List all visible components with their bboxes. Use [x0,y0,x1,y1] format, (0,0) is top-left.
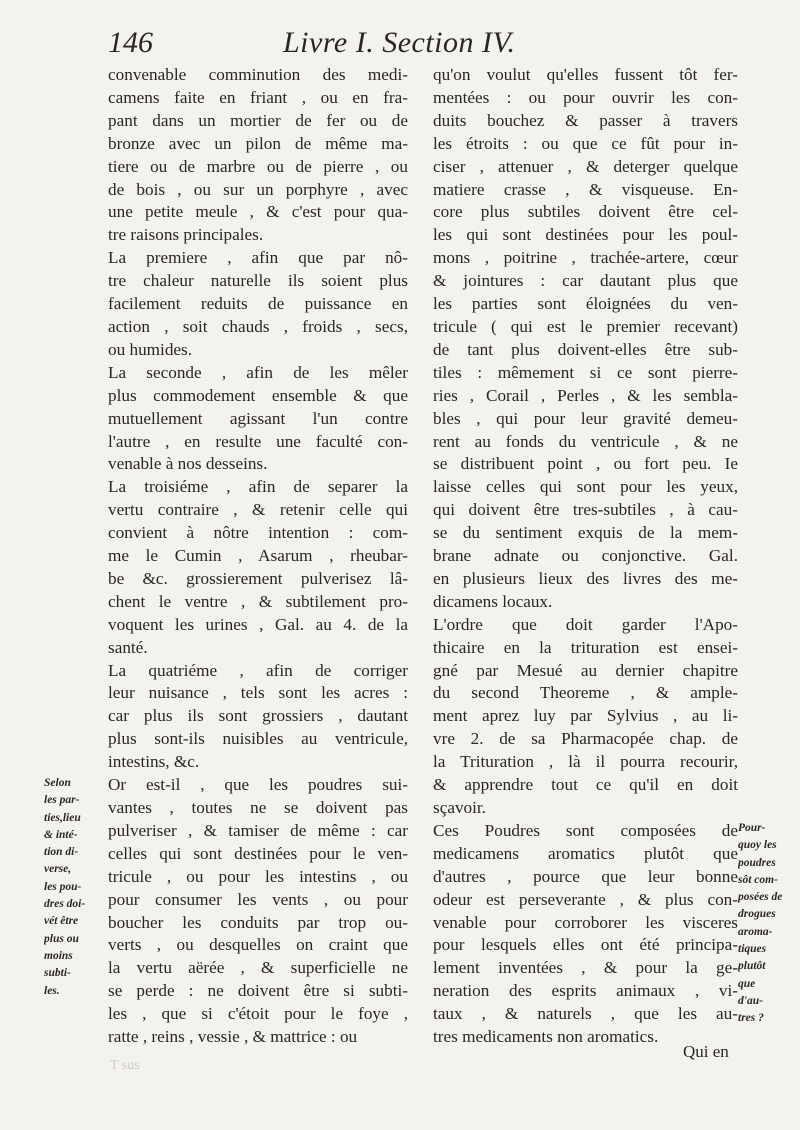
text-line: ries , Corail , Perles , & les sembla- [433,385,738,405]
text-line: tres medicaments non aromatics. [433,1027,659,1047]
margin-note-line: posées de [738,891,783,904]
margin-note-line: sôt com- [738,873,778,886]
text-line: chent le ventre , & subtilement pro- [108,591,408,611]
text-line: & jointures : car dautant plus que [433,271,738,291]
margin-note-line: les. [44,984,60,997]
text-line: laisse celles qui sont pour les yeux, [433,477,738,497]
margin-note-line: les pou- [44,880,82,893]
margin-note-line: plutôt [738,960,766,973]
text-line: facilement reduits de puissance en [108,294,408,314]
margin-note-line: moins [44,949,73,962]
text-line: les , que si c'étoit pour le foye , [108,1004,408,1024]
page-header [108,22,768,66]
margin-note-line: Selon [44,777,71,789]
margin-note-line: verse, [44,863,72,876]
text-line: La seconde , afin de les mêler [108,362,408,382]
margin-note-line: tiques [738,943,767,956]
text-line: venable pour corroborer les visceres [433,912,738,932]
text-line: sçavoir. [433,798,486,817]
text-line: car plus ils sont grossiers , dautant [108,706,408,726]
text-line: tiere ou de marbre ou de pierre , ou [108,156,408,176]
text-line: qu'on voulut qu'elles fussent tôt fer- [433,65,738,84]
text-line: La premiere , afin que par nô- [108,248,408,268]
text-line: boucher les conduits par trop ou- [108,912,408,932]
text-line: tricule , ou pour les intestins , ou [108,866,408,886]
text-line: & apprendre tout ce qu'il en doit [433,775,738,795]
text-line: qui doivent être tres-subtiles , à cau- [433,500,738,520]
running-head: Livre I. Section IV. [283,26,516,59]
margin-note-line: Pour- [738,822,766,834]
text-line: tricule ( qui est le premier recevant) [433,316,738,336]
text-line: se du sentiment exquis de la mem- [433,523,738,543]
text-line: core plus subtiles doivent être cel- [433,202,738,222]
text-line: thicaire en la trituration est ensei- [433,637,738,657]
text-line: pour consumer les vents , ou pour [108,889,408,909]
text-line: l'autre , en resulte une faculté con- [108,431,408,451]
margin-note-line: ties,lieu [44,811,81,824]
text-line: tiles : mêmement si ce sont pierre- [433,362,738,382]
text-line: bles , qui pour leur gravité demeu- [433,408,738,428]
margin-note-line: aroma- [738,925,773,938]
text-line: convenable comminution des medi- [108,65,408,84]
text-line: taux , & naturels , que les au- [433,1004,738,1024]
text-line: venable à nos desseins. [108,454,268,474]
text-line: la vertu aërée , & superficielle ne [108,958,408,978]
text-line: ment aprez luy par Sylvius , au li- [433,706,738,726]
text-line: santé. [108,637,148,657]
margin-note-line: & inté- [44,828,78,841]
left-margin-note [44,775,106,1000]
text-line: Or est-il , que les poudres sui- [108,775,408,795]
text-line: les qui sont destinées pour les poul- [433,225,738,245]
catchword: Qui en [683,1042,729,1061]
text-line: action , soit chauds , froids , secs, [108,316,408,336]
text-line: be &c. grossierement pulverisez lâ- [108,568,408,588]
text-line: lement inventées , & pour la ge- [433,958,738,978]
right-text-column [433,64,738,1049]
text-line: duits bouchez & passer à travers [433,110,738,130]
text-line: ciser , attenuer , & deterger quelque [433,156,738,176]
text-line: neration des esprits animaux , vi- [433,981,738,1001]
right-margin-note [738,820,798,1028]
text-line: mutuellement agissant l'un contre [108,408,408,428]
text-line: celles qui sont destinées pour le ven- [108,843,408,863]
text-line: pant dans un mortier de fer ou de [108,110,408,130]
margin-note-line: tres ? [738,1012,764,1025]
text-line: dicamens locaux. [433,591,553,611]
margin-note-line: plus ou [44,932,79,945]
text-line: leur nuisance , tels sont les acres : [108,683,408,703]
text-line: du second Theoreme , & ample- [433,683,738,703]
text-line: ou humides. [108,339,193,359]
margin-note-line: subti- [44,967,71,980]
text-line: mentées : ou pour ouvrir les con- [433,87,738,107]
text-line: intestins, &c. [108,752,200,772]
text-line: de bois , ou sur un porphyre , avec [108,179,408,199]
text-line: matiere crasse , & visqueuse. En- [433,179,738,199]
text-line: d'autres , pource que leur bonne [433,866,738,886]
text-line: en plusieurs lieux des livres des me- [433,568,738,588]
margin-note-line: tion di- [44,846,79,859]
margin-note-line: dres doi- [44,898,86,911]
text-line: Ces Poudres sont composées de [433,820,738,840]
text-line: odeur est perseverante , & plus con- [433,889,738,909]
text-line: plus sont-ils nuisibles au ventricule, [108,729,408,749]
text-line: tre raisons principales. [108,225,264,245]
left-text-column [108,64,408,1049]
text-line: vre 2. de sa Pharmacopée chap. de [433,729,738,749]
margin-note-line: quoy les [738,839,777,852]
page-number: 146 [108,26,153,59]
text-line: les parties sont éloignées du ven- [433,294,738,314]
text-line: vertu contraire , & retenir celle qui [108,500,408,520]
text-line: se perde : ne doivent être si subti- [108,981,408,1001]
text-line: tre chaleur naturelle ils soient plus [108,271,408,291]
text-line: La troisiéme , afin de separer la [108,477,408,497]
text-line: bronze avec un pilon de même ma- [108,133,408,153]
margin-note-line: poudres [738,856,776,869]
text-line: ratte , reins , vessie , & mattrice : ou [108,1027,358,1047]
text-line: la Trituration , là il pourra recourir, [433,752,738,772]
text-line: L'ordre que doit garder l'Apo- [433,614,738,634]
text-line: mons , poitrine , trachée-artere, cœur [433,248,738,268]
text-line: une petite meule , & c'est pour qua- [108,202,408,222]
text-line: voquent les urines , Gal. au 4. de la [108,614,408,634]
text-line: gné par Mesué au dernier chapitre [433,660,738,680]
margin-note-line: d'au- [738,994,763,1007]
text-line: camens faite en friant , ou en fra- [108,87,408,107]
text-line: pour lesquels elles ont été principa- [433,935,738,955]
text-line: La quatriéme , afin de corriger [108,660,408,680]
text-line: convient à nôtre intention : com- [108,523,408,543]
text-line: me le Cumin , Asarum , rheubar- [108,546,408,566]
text-line: rent au fonds du ventricule , & ne [433,431,738,451]
margin-note-line: les par- [44,794,80,807]
text-line: medicamens aromatics plutôt que [433,843,738,863]
text-line: plus commodement ensemble & que [108,385,408,405]
text-line: de tant plus doivent-elles être sub- [433,339,738,359]
text-line: brane adnate ou conjonctive. Gal. [433,546,738,566]
text-line: vantes , toutes ne se doivent pas [108,798,408,817]
margin-note-line: vét être [44,915,79,928]
text-line: les étroits : ou que ce fût pour in- [433,133,738,153]
bleed-through-text: T sus [110,1058,140,1073]
margin-note-line: drogues [738,908,776,921]
margin-note-line: que [738,977,756,990]
text-line: se distribuent point , ou fort peu. Ie [433,454,738,474]
text-line: verts , ou desquelles on craint que [108,935,408,955]
text-line: pulveriser , & tamiser de même : car [108,820,408,840]
